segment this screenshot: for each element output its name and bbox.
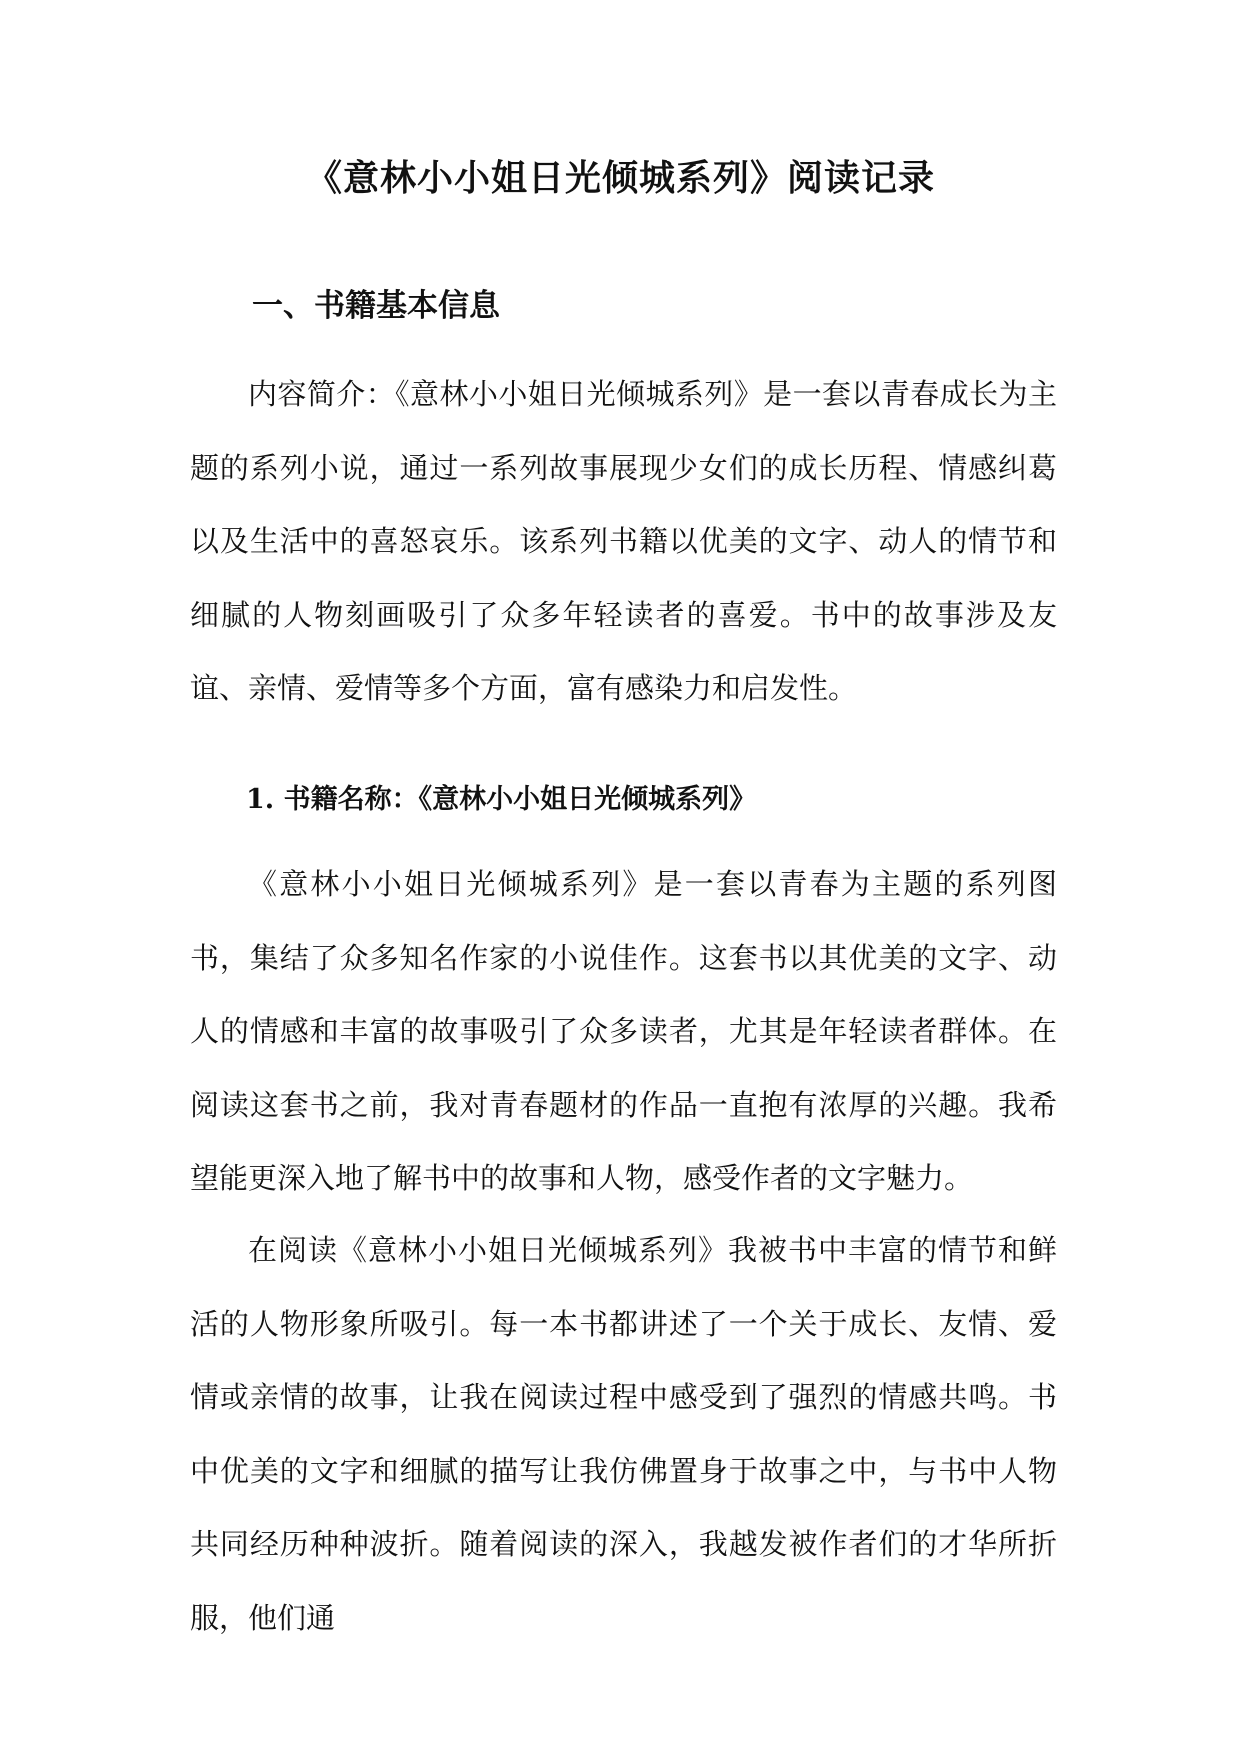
section-heading-basic-info: 一、书籍基本信息 [252, 288, 500, 324]
body-paragraph-1: 《意林小小姐日光倾城系列》是一套以青春为主题的系列图书，集结了众多知名作家的小说佳作。这套书以其优美的文字、动人的情感和丰富的故事吸引了众多读者，尤其是年轻读者群体。在阅读这套书之前，我对青春题材的作品一直抱有浓厚的兴趣。我希望能更深入地了解书中的故事和人物，感受作者的文字魅力。 [190, 867, 1057, 1195]
intro-paragraph: 内容简介：《意林小小姐日光倾城系列》是一套以青春成长为主题的系列小说，通过一系列故事展现少女们的成长历程、情感纠葛以及生活中的喜怒哀乐。该系列书籍以优美的文字、动人的情节和细腻的人物刻画吸引了众多年轻读者的喜爱。书中的故事涉及友谊、亲情、爱情等多个方面，富有感染力和启发性。 [190, 377, 1057, 705]
subheading-book-name: 1. 书籍名称：《意林小小姐日光倾城系列》 [246, 784, 757, 815]
body-paragraph-2: 在阅读《意林小小姐日光倾城系列》我被书中丰富的情节和鲜活的人物形象所吸引。每一本书都讲述了一个关于成长、友情、爱情或亲情的故事，让我在阅读过程中感受到了强烈的情感共鸣。书中优美的文字和细腻的描写让我仿佛置身于故事之中，与书中人物共同经历种种波折。随着阅读的深入，我越发被作者们的才华所折服，他们通 [190, 1233, 1057, 1635]
document-title: 《意林小小姐日光倾城系列》阅读记录 [305, 157, 935, 199]
